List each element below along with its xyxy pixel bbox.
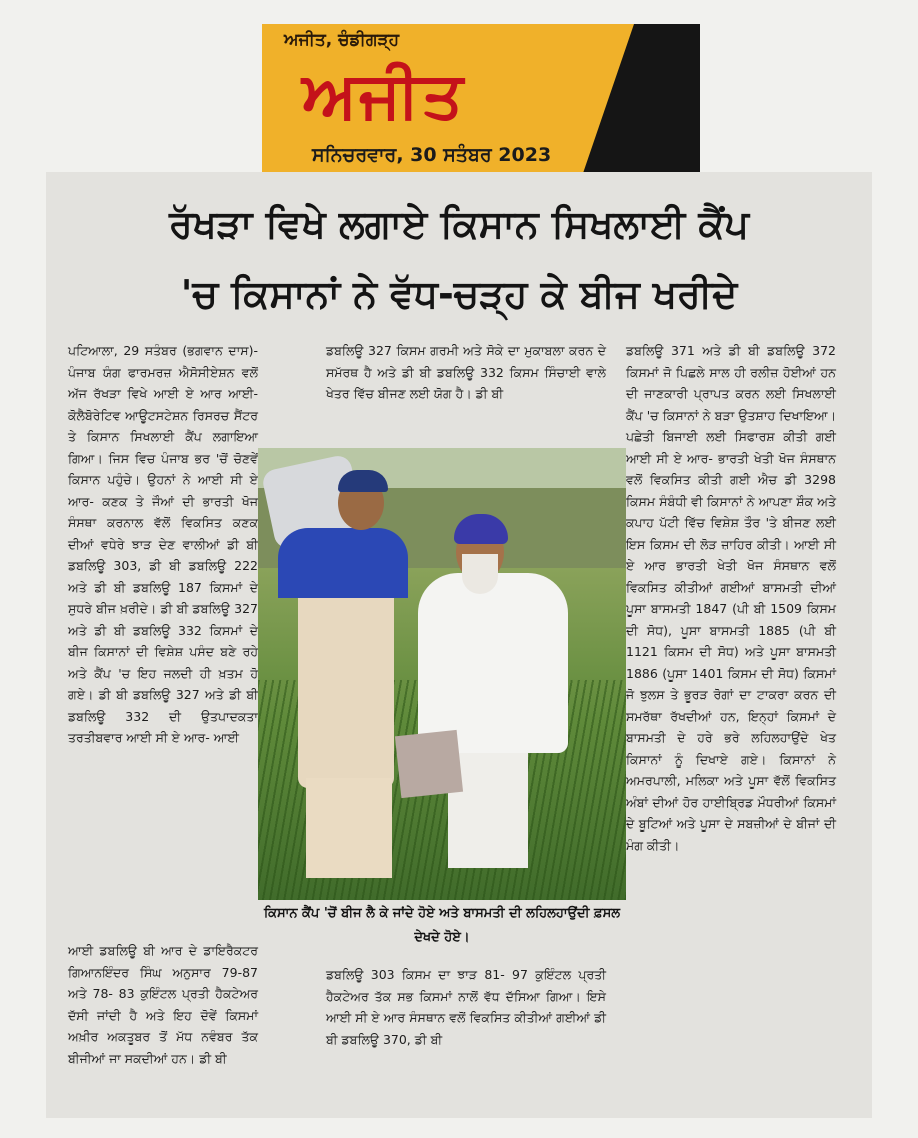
headline-line-1: ਰੱਖੜਾ ਵਿਖੇ ਲਗਾਏ ਕਿਸਾਨ ਸਿਖਲਾਈ ਕੈਂਪ bbox=[169, 202, 749, 246]
newspaper-masthead bbox=[262, 24, 700, 182]
photo-caption: ਕਿਸਾਨ ਕੈਂਪ 'ਚੋਂ ਬੀਜ ਲੈ ਕੇ ਜਾਂਦੇ ਹੋਏ ਅਤੇ ਬਾਸਮਤੀ ਦੀ ਲਹਿਲਹਾਉਂਦੀ ਫ਼ਸਲ ਦੇਖਦੇ ਹੋਏ। bbox=[263, 906, 621, 945]
article-column-1-bottom bbox=[68, 940, 258, 1069]
column-text: ਪਟਿਆਲਾ, 29 ਸਤੰਬਰ (ਭਗਵਾਨ ਦਾਸ)- ਪੰਜਾਬ ਯੰਗ ਫਾਰਮਰਜ਼ ਐਸੋਸੀਏਸ਼ਨ ਵਲੋਂ ਅੱਜ ਰੱਖੜਾ ਵਿਖੇ ਆਈ ਏ ਆਰ ਆਈ- ਕੋਲੈਬੋਰੇਟਿਵ ਆਊਟਸਟੇਸ਼ਨ ਰਿਸਰਚ ਸੈਂਟਰ ਤੇ ਕਿਸਾਨ ਸਿਖਲਾਈ ਕੈਂਪ ਲਗਾਇਆ ਗਿਆ। ਜਿਸ ਵਿਚ ਪੰਜਾਬ ਭਰ 'ਚੋਂ ਚੋਣਵੇਂ ਕਿਸਾਨ ਪਹੁੰਚੇ। ਉਹਨਾਂ ਨੇ ਆਈ ਸੀ ਏ ਆਰ- ਕਣਕ ਤੇ ਜੌਆਂ ਦੀ ਭਾਰਤੀ ਖੋਜ ਸੰਸਥਾ ਕਰਨਾਲ ਵੱਲੋਂ ਵਿਕਸਿਤ ਕਣਕ ਦੀਆਂ ਵਧੇਰੇ ਝਾੜ ਦੇਣ ਵਾਲੀਆਂ ਡੀ ਬੀ ਡਬਲਿਊ 303, ਡੀ ਬੀ ਡਬਲਿਊ 222 ਅਤੇ ਡੀ ਬੀ ਡਬਲਿਊ 187 ਕਿਸਮਾਂ ਦੇ ਸੁਧਰੇ ਬੀਜ ਖ਼ਰੀਦੇ। ਡੀ ਬੀ ਡਬਲਿਊ 327 ਅਤੇ ਡੀ ਬੀ ਡਬਲਿਊ 332 ਕਿਸਮਾਂ ਦੇ ਬੀਜ ਕਿਸਾਨਾਂ ਦੀ ਵਿਸ਼ੇਸ਼ ਪਸੰਦ ਬਣੇ ਰਹੇ ਅਤੇ ਕੈਂਪ 'ਚ ਇਹ ਜਲਦੀ ਹੀ ਖ਼ਤਮ ਹੋ ਗਏ। ਡੀ ਬੀ ਡਬਲਿਊ 327 ਅਤੇ ਡੀ ਬੀ ਡਬਲਿਊ 332 ਦੀ ਉਤਪਾਦਕਤਾ ਤਰਤੀਬਵਾਰ ਆਈ ਸੀ ਏ ਆਰ- ਆਈ bbox=[68, 343, 258, 745]
column-text: ਡਬਲਿਊ 371 ਅਤੇ ਡੀ ਬੀ ਡਬਲਿਊ 372 ਕਿਸਮਾਂ ਜੋ ਪਿਛਲੇ ਸਾਲ ਹੀ ਰਲੀਜ਼ ਹੋਈਆਂ ਹਨ ਦੀ ਜਾਣਕਾਰੀ ਪ੍ਰਾਪਤ ਕਰਨ ਲਈ ਸਿਖਲਾਈ ਕੈਂਪ 'ਚ ਕਿਸਾਨਾਂ ਨੇ ਬੜਾ ਉਤਸ਼ਾਹ ਦਿਖਾਇਆ। ਪਛੇਤੀ ਬਿਜਾਈ ਲਈ ਸਿਫਾਰਸ਼ ਕੀਤੀ ਗਈ ਆਈ ਸੀ ਏ ਆਰ- ਭਾਰਤੀ ਖੇਤੀ ਖੋਜ ਸੰਸਥਾਨ ਵਲੋਂ ਵਿਕਸਿਤ ਕੀਤੀ ਗਈ ਐਚ ਡੀ 3298 ਕਿਸਮ ਸੰਬੰਧੀ ਵੀ ਕਿਸਾਨਾਂ ਨੇ ਆਪਣਾ ਸ਼ੌਕ ਅਤੇ ਕਪਾਹ ਪੱਟੀ ਵਿੱਚ ਵਿਸ਼ੇਸ਼ ਤੌਰ 'ਤੇ ਬੀਜਣ ਲਈ ਇਸ ਕਿਸਮ ਦੀ ਲੋੜ ਜ਼ਾਹਿਰ ਕੀਤੀ। ਆਈ ਸੀ ਏ ਆਰ ਭਾਰਤੀ ਖੇਤੀ ਖੋਜ ਸੰਸਥਾਨ ਵਲੋਂ ਵਿਕਸਿਤ ਕੀਤੀਆਂ ਗਈਆਂ ਬਾਸਮਤੀ ਦੀਆਂ ਪੂਸਾ ਬਾਸਮਤੀ 1847 (ਪੀ ਬੀ 1509 ਕਿਸਮ ਦੀ ਸੋਧ), ਪੂਸਾ ਬਾਸਮਤੀ 1885 (ਪੀ ਬੀ 1121 ਕਿਸਮ ਦੀ ਸੋਧ) ਅਤੇ ਪੂਸਾ ਬਾਸਮਤੀ 1886 (ਪੂਸਾ 1401 ਕਿਸਮ ਦੀ ਸੋਧ) ਕਿਸਮਾਂ ਜੋ ਝੁਲਸ ਤੇ ਭੂਰੜ ਰੋਗਾਂ ਦਾ ਟਾਕਰਾ ਕਰਨ ਦੀ ਸਮਰੱਥਾ ਰੱਖਦੀਆਂ ਹਨ, ਇਨ੍ਹਾਂ ਕਿਸਮਾਂ ਦੇ ਬਾਸਮਤੀ ਦੇ ਹਰੇ ਭਰੇ ਲਹਿਲਹਾਉਂਦੇ ਖੇਤ ਕਿਸਾਨਾਂ ਨੂੰ ਦਿਖਾਏ ਗਏ। ਕਿਸਾਨਾਂ ਨੇ ਅਮਰਪਾਲੀ, ਮਲਿਕਾ ਅਤੇ ਪੂਸਾ ਵੱਲੋਂ ਵਿਕਸਿਤ ਅੰਬਾਂ ਦੀਆਂ ਹੋਰ ਹਾਈਬ੍ਰਿਡ ਮੌਧਰੀਆਂ ਕਿਸਮਾਂ ਦੇ ਬੂਟਿਆਂ ਅਤੇ ਪੂਸਾ ਦੇ ਸਬਜ਼ੀਆਂ ਦੇ ਬੀਜਾਂ ਦੀ ਮੰਗ ਕੀਤੀ। bbox=[626, 343, 836, 853]
column-text: ਡਬਲਿਊ 327 ਕਿਸਮ ਗਰਮੀ ਅਤੇ ਸੋਕੇ ਦਾ ਮੁਕਾਬਲਾ ਕਰਨ ਦੇ ਸਮੱਰਥ ਹੈ ਅਤੇ ਡੀ ਬੀ ਡਬਲਿਊ 332 ਕਿਸਮ ਸਿੰਚਾਈ ਵਾਲੇ ਖੇਤਰ ਵਿੱਚ ਬੀਜਣ ਲਈ ਯੋਗ ਹੈ। ਡੀ ਬੀ bbox=[326, 343, 606, 401]
masthead-logo: ਅਜੀਤ bbox=[302, 59, 466, 133]
article-column-3 bbox=[626, 340, 836, 856]
farmers-photo bbox=[258, 448, 626, 900]
news-clipping bbox=[46, 172, 872, 1118]
seed-bag bbox=[395, 730, 463, 798]
article-column-2-bottom bbox=[326, 964, 606, 1050]
headline-line-2: 'ਚ ਕਿਸਾਨਾਂ ਨੇ ਵੱਧ-ਚੜ੍ਹ ਕੇ ਬੀਜ ਖਰੀਦੇ bbox=[180, 272, 738, 316]
masthead-dark-band bbox=[580, 24, 700, 182]
column-text: ਡਬਲਿਊ 303 ਕਿਸਮ ਦਾ ਝਾੜ 81- 97 ਕੁਇੰਟਲ ਪ੍ਰਤੀ ਹੈਕਟੇਅਰ ਤੱਕ ਸਭ ਕਿਸਮਾਂ ਨਾਲੋਂ ਵੱਧ ਦੱਸਿਆ ਗਿਆ। ਇਸੇ ਆਈ ਸੀ ਏ ਆਰ ਸੰਸਥਾਨ ਵਲੋਂ ਵਿਕਸਿਤ ਕੀਤੀਆਂ ਗਈਆਂ ਡੀ ਬੀ ਡਬਲਿਊ 370, ਡੀ ਬੀ bbox=[326, 967, 606, 1047]
masthead-date: ਸਨਿਚਰਵਾਰ, 30 ਸਤੰਬਰ 2023 bbox=[312, 144, 552, 166]
masthead-place: ਅਜੀਤ, ਚੰਡੀਗੜ੍ਹ bbox=[284, 30, 400, 50]
farmer-in-turban bbox=[418, 573, 568, 753]
article-column-1-top bbox=[68, 340, 258, 749]
column-text: ਆਈ ਡਬਲਿਊ ਬੀ ਆਰ ਦੇ ਡਾਇਰੈਕਟਰ ਗਿਆਨਇੰਦਰ ਸਿੰਘ ਅਨੁਸਾਰ 79-87 ਅਤੇ 78- 83 ਕੁਇੰਟਲ ਪ੍ਰਤੀ ਹੈਕਟੇਅਰ ਦੱਸੀ ਜਾਂਦੀ ਹੈ ਅਤੇ ਇਹ ਦੋਵੇਂ ਕਿਸਮਾਂ ਅਖ਼ੀਰ ਅਕਤੂਬਰ ਤੋਂ ਮੱਧ ਨਵੰਬਰ ਤੱਕ ਬੀਜੀਆਂ ਜਾ ਸਕਦੀਆਂ ਹਨ। ਡੀ ਬੀ bbox=[68, 943, 258, 1066]
article-column-2-top bbox=[326, 340, 606, 405]
